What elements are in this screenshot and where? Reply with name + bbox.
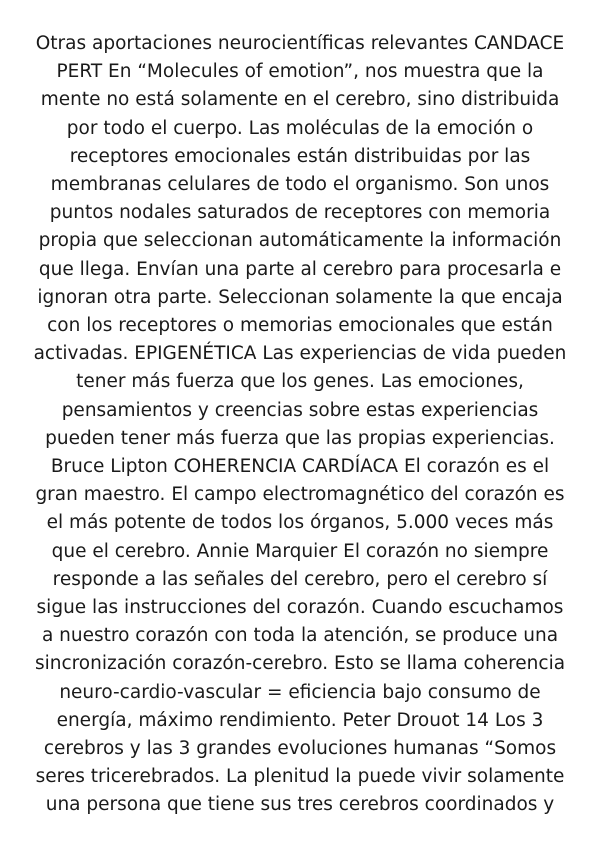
text-line: responde a las señales del cerebro, pero el cerebro sí (52, 568, 548, 590)
text-line: que el cerebro. Annie Marquier El corazón no siempre (51, 540, 549, 562)
text-line: con los receptores o memorias emocionales que están (47, 315, 553, 337)
text-line: mente no está solamente en el cerebro, sino distribuida (40, 89, 560, 111)
text-line: membranas celulares de todo el organismo. Son unos (50, 174, 550, 196)
text-line: puntos nodales saturados de receptores con memoria (49, 202, 551, 224)
text-line: ignoran otra parte. Seleccionan solamente la que encaja (37, 286, 563, 308)
text-line: propia que seleccionan automáticamente la información (38, 230, 562, 252)
text-line: Bruce Lipton COHERENCIA CARDÍACA El corazón es el (50, 456, 550, 478)
text-line: receptores emocionales están distribuidas por las (69, 145, 531, 167)
body-text (0, 30, 600, 820)
text-line: una persona que tiene sus tres cerebros coordinados y (45, 794, 555, 816)
text-line: seres tricerebrados. La plenitud la puede vivir solamente (35, 766, 565, 788)
text-line: Otras aportaciones neurocientíficas relevantes CANDACE (35, 33, 565, 54)
text-line: energía, máximo rendimiento. Peter Drouot 14 Los 3 (56, 709, 544, 731)
text-line: por todo el cuerpo. Las moléculas de la emoción o (66, 117, 534, 139)
text-line: sincronización corazón-cerebro. Esto se llama coherencia (34, 653, 566, 675)
text-line: a nuestro corazón con toda la atención, se produce una (41, 625, 559, 647)
text-line: pensamientos y creencias sobre estas experiencias (61, 399, 539, 421)
text-line: el más potente de todos los órganos, 5.000 veces más (46, 512, 554, 534)
text-line: cerebros y las 3 grandes evoluciones humanas “Somos (43, 738, 557, 760)
text-line: gran maestro. El campo electromagnético del corazón es (35, 484, 565, 506)
text-line: tener más fuerza que los genes. Las emociones, (76, 371, 524, 393)
text-line: neuro-cardio-vascular = eficiencia bajo consumo de (59, 681, 541, 703)
text-line: sigue las instrucciones del corazón. Cuando escuchamos (36, 597, 564, 619)
text-line: que llega. Envían una parte al cerebro para procesarla e (38, 258, 562, 280)
text-line: activadas. EPIGENÉTICA Las experiencias de vida pueden (33, 343, 567, 365)
text-line: PERT En “Molecules of emotion”, nos muestra que la (56, 61, 544, 83)
text-line: pueden tener más fuerza que las propias experiencias. (45, 427, 555, 449)
